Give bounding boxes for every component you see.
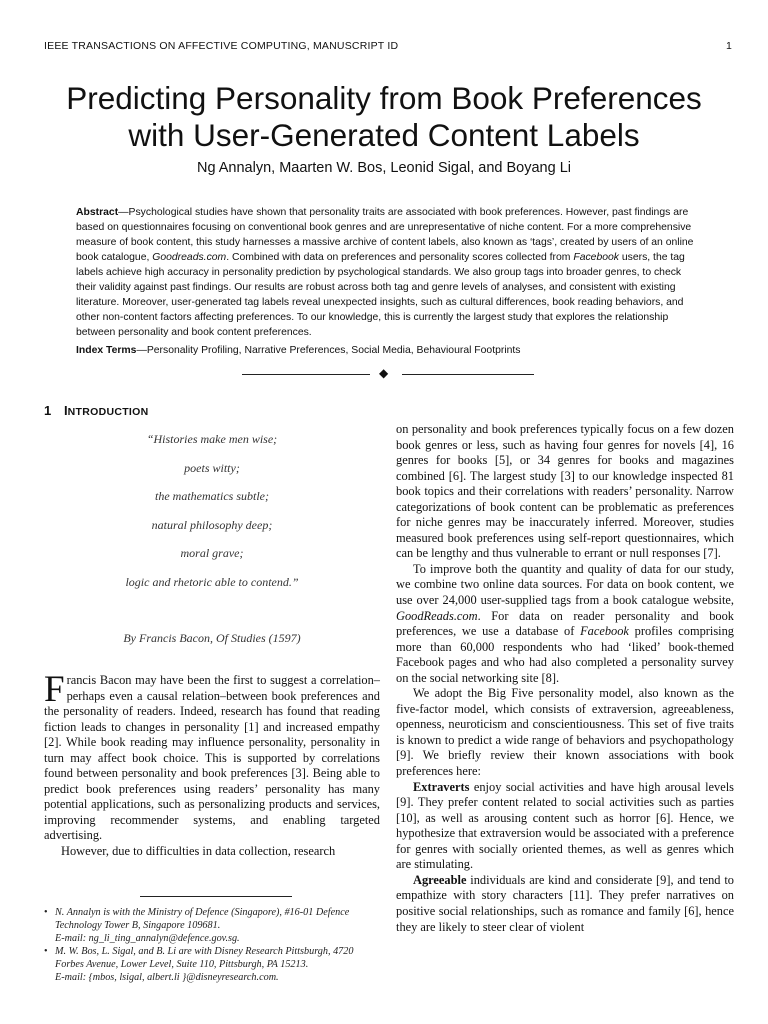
epigraph-line: poets witty;: [184, 461, 240, 475]
body-paragraph: on personality and book preferences typically focus on a few dozen book genres or less, such as having four genres for novels [4], 16 genres for books [5], or 34 genres for books and magazines combined [6]. The largest study [3] to our knowledge inspected 81 book topics and their correlations with readers’ personality. Narrow categorizations of book content can be problematic as preferences for niche genres may be inaccurately inferred. Moreover, studies measured book preferences using self-report questionnaires, which can be lengthy and thus vulnerable to errant or null responses [7].: [396, 422, 734, 561]
index-terms-text: Personality Profiling, Narrative Preferences, Social Media, Behavioural Footprints: [146, 345, 521, 356]
intro-paragraph-1: [44, 669, 380, 844]
title-line-1: Predicting Personality from Book Preferences: [66, 80, 702, 116]
paper-title: [0, 80, 768, 154]
title-line-2: with User-Generated Content Labels: [128, 117, 640, 153]
footnote-text: N. Annalyn is with the Ministry of Defence (Singapore), #16-01 Defence Technology Tower B, Singapore 109681.: [55, 907, 350, 931]
journal-header: IEEE TRANSACTIONS ON AFFECTIVE COMPUTING, MANUSCRIPT ID: [44, 40, 399, 52]
footnote-text: M. W. Bos, L. Sigal, and B. Li are with Disney Research Pittsburgh, 4720 Forbes Avenue, Lower Level, Suite 110, Pittsburgh, PA 15213.: [55, 945, 354, 970]
index-terms-label: Index Terms: [76, 345, 137, 356]
bullet-icon: •: [44, 945, 48, 957]
epigraph-line: “Histories make men wise;: [146, 432, 278, 446]
drop-cap: F: [44, 669, 65, 710]
body-text: individuals are kind and considerate [9], and tend to empathize with story characters [11]. They prefer narratives on positive social relationships, such as romance and family [6], hence they are likely to steer clear of violent: [396, 872, 734, 934]
footnotes: [44, 907, 384, 984]
section-number: 1: [44, 403, 52, 418]
bullet-icon: •: [44, 907, 48, 918]
abstract-line: findings are based on questionnaires focusing on conventional book genres and are unrepresentative of niche content. For a: [76, 207, 689, 234]
body-text: enjoy social activities and have high arousal levels [9]. They prefer content related to social activities such as parties [10], as well as arousing content such as horror [6]. Hence, we hypothesize that extraversion would be associated with a preference for genres with socially oriented themes, as well as genres which are stimulating.: [396, 779, 734, 872]
abstract-line: more comprehensive measure of book content, this study harnesses a massive archive of content labels, also known as ‘tags’,: [76, 222, 692, 249]
footnote-affiliation-2: [44, 946, 384, 985]
body-paragraph: [396, 780, 734, 873]
epigraph-line: natural philosophy deep;: [151, 518, 273, 532]
section-title-rest: NTRODUCTION: [67, 406, 149, 418]
section-heading: [44, 403, 149, 418]
index-terms: [76, 345, 694, 356]
abstract-label: Abstract: [76, 207, 119, 218]
abstract: [76, 205, 694, 340]
intro-paragraph-1-text: rancis Bacon may have been the first to suggest a correlation–perhaps even a causal relation–between book preferences and the personality of readers. Indeed, research has found that reading fiction leads to changes in personality [1] and increased empathy [2]. While book reading may influence personality, personality in turn may affect book choice. This is supported by correlations found between personality and book preferences [3]. Being able to predict book preferences using readers’ personality has many potential applications, such as personalizing products and services, improving recommender systems, and enabling targeted advertising.: [44, 673, 380, 843]
abstract-line: insights, such as cultural differences, book reading behaviors, and other non-content factors affecting preferences. To our: [76, 297, 684, 324]
abstract-line: Psychological studies have shown that personality traits are associated with book preferences. However, past: [128, 207, 632, 218]
epigraph-line: the mathematics subtle;: [155, 489, 269, 503]
intro-paragraph-2: However, due to difficulties in data collection, research: [61, 844, 336, 859]
abstract-line: genre levels of analyses, and consistent with existing literature. Moreover, user-generated tag labels reveal unexpected: [76, 282, 676, 309]
trait-agreeable: Agreeable: [413, 872, 467, 887]
epigraph-line: logic and rhetoric able to contend.”: [125, 575, 299, 589]
abstract-line: . Combined with data on preferences and personality scores: [226, 252, 503, 264]
intro-left-column: [44, 669, 380, 860]
intro-right-column: [396, 422, 734, 935]
index-terms-dash: —: [136, 345, 147, 356]
trait-extraverts: Extraverts: [413, 779, 470, 794]
epigraph-attribution: By Francis Bacon, Of Studies (1597): [123, 631, 301, 645]
abstract-goodreads: Goodreads.com: [152, 252, 227, 264]
facebook-name: Facebook: [580, 624, 629, 639]
abstract-facebook: Facebook: [573, 252, 619, 264]
page-number: 1: [726, 40, 732, 52]
abstract-line: users, the tag labels achieve high accuracy in personality prediction by psychological standards. We: [76, 252, 685, 279]
abstract-line: also group tags into broader genres, to check their validity against past findings. Our results are robust across both tag and: [76, 267, 682, 294]
body-text: profiles comprising more than 60,000 respondents who had ‘liked’ book-themed Facebook pages and who had also completed a personality survey on the social networking site [8].: [396, 624, 734, 685]
abstract-dash: —: [118, 207, 129, 218]
footnote-email: E-mail: ng_li_ting_annalyn@defence.gov.sg.: [55, 932, 240, 944]
goodreads-name: GoodReads.com: [396, 608, 478, 623]
separator-line-right: [402, 374, 534, 375]
body-text: . For data on reader personality and book preferences, we use a database of: [396, 608, 734, 639]
body-text: To improve both the quantity and quality of data for our study, we combine two online data sources. For data on book content, we use over 24,000 user-supplied tags from a book catalogue website,: [396, 561, 734, 608]
footnote-rule: [140, 896, 292, 897]
body-paragraph: [396, 562, 734, 686]
author-list: Ng Annalyn, Maarten W. Bos, Leonid Sigal, and Boyang Li: [196, 160, 571, 176]
section-initial: I: [64, 403, 68, 418]
epigraph-line: moral grave;: [180, 546, 244, 560]
body-paragraph: We adopt the Big Five personality model, also known as the five-factor model, which consists of extraversion, agreeableness, openness, neuroticism and conscientiousness. This set of five traits is known to predict a wide range of behaviors and psychopathology [9]. We briefly review their known associations with book preferences here:: [396, 686, 734, 779]
abstract-line: collected from: [505, 252, 574, 264]
body-paragraph: [396, 873, 734, 935]
abstract-line: knowledge, this is currently the largest study that explores the relationship between personality and book content preferences.: [76, 312, 669, 339]
footnote-email: E-mail: {mbos, lsigal, albert.li }@disneyresearch.com.: [55, 971, 279, 983]
diamond-icon: ◆: [379, 366, 389, 380]
abstract-line: created by users of an online book catalogue,: [76, 237, 694, 264]
footnote-affiliation-1: [44, 907, 384, 946]
separator-line-left: [242, 374, 370, 375]
